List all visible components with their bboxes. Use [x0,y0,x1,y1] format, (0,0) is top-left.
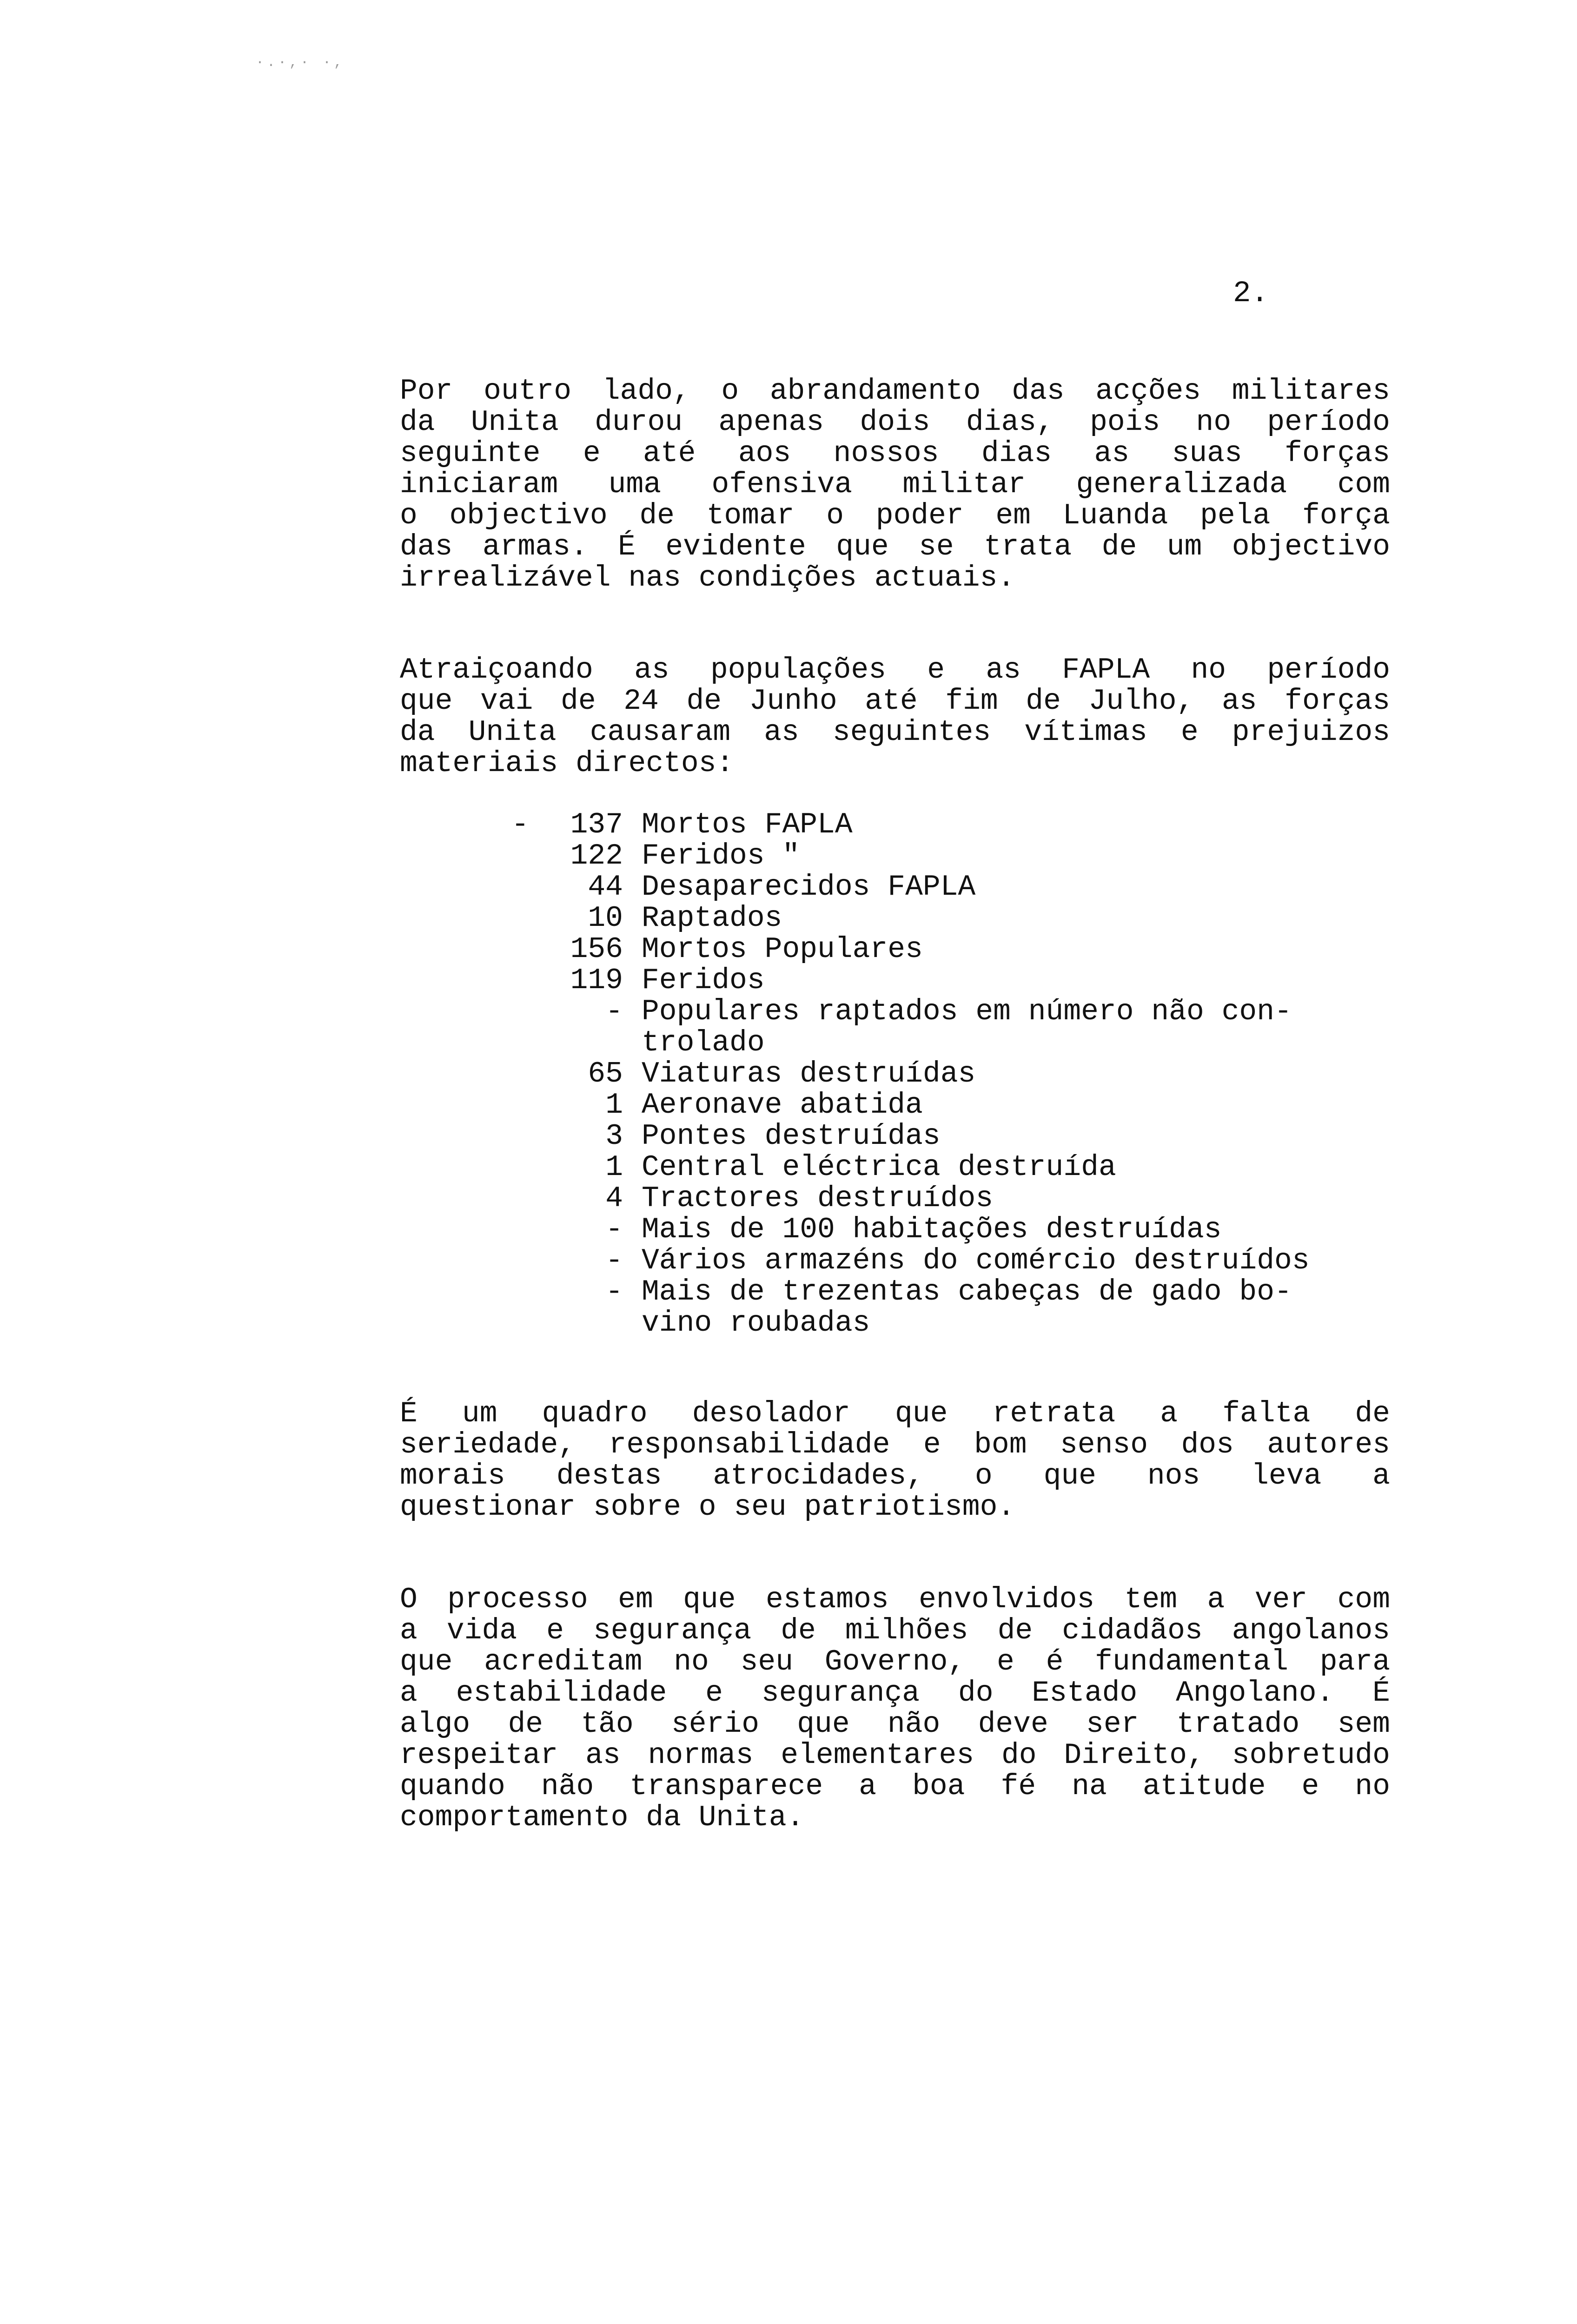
list-dash [511,1089,553,1121]
list-description: Mortos Populares [642,933,923,966]
list-count: 4 [605,1182,623,1215]
list-dash [511,903,553,934]
paragraph-line: da Unita causaram as seguintes vítimas e prejuizos [400,716,1390,749]
list-item [511,1058,1395,1089]
paragraph-line: algo de tão sério que não deve ser tratado sem [400,1708,1390,1741]
list-dash [511,1245,553,1276]
list-dash [511,1307,553,1339]
scan-corner-mark: ·.·,· ·, [256,55,345,71]
list-count: - [605,995,623,1028]
list-dash: - [511,808,529,841]
list-description: vino roubadas [642,1307,870,1340]
list-item [511,1245,1395,1276]
paragraph-line: das armas. É evidente que se trata de um objectivo [400,530,1390,563]
page-number: 2. [1233,277,1269,310]
list-description: Mais de trezentas cabeças de gado bo- [642,1275,1292,1308]
list-dash [511,1276,553,1307]
list-count: 156 [570,933,623,966]
paragraph-line: da Unita durou apenas dois dias, pois no período [400,406,1390,439]
paragraph-line: comportamento da Unita. [400,1801,804,1834]
list-description: Feridos [642,964,765,997]
list-description: Viaturas destruídas [642,1057,976,1090]
list-dash [511,1121,553,1152]
list-item-continuation [511,1027,1395,1058]
paragraph-line: a vida e segurança de milhões de cidadãos angolanos [400,1614,1390,1647]
list-description: Pontes destruídas [642,1120,941,1153]
paragraph-line: quando não transparece a boa fé na atitude e no [400,1770,1390,1803]
list-item [511,1089,1395,1121]
list-count [553,1307,642,1339]
paragraph-line: respeitar as normas elementares do Direito, sobretudo [400,1739,1390,1772]
list-dash [511,872,553,903]
paragraph-line: materiais directos: [400,747,734,780]
paragraph-military-actions [400,376,1390,594]
list-dash [511,1058,553,1089]
list-description: Raptados [642,902,782,935]
list-count: 65 [588,1057,623,1090]
list-item [511,965,1395,996]
list-dash [511,1183,553,1214]
paragraph-process [400,1584,1390,1833]
list-description: Vários armazéns do comércio destruídos [642,1244,1310,1277]
list-description: Mais de 100 habitações destruídas [642,1213,1222,1246]
paragraph-line: o objectivo de tomar o poder em Luanda pela força [400,499,1390,532]
list-count: 119 [570,964,623,997]
list-description: Mortos FAPLA [642,808,853,841]
paragraph-line: morais destas atrocidades, o que nos leva a [400,1459,1390,1492]
list-dash [511,1152,553,1183]
paragraph-line: Atraiçoando as populações e as FAPLA no período [400,654,1390,687]
list-count: 44 [588,871,623,904]
paragraph-line: seriedade, responsabilidade e bom senso dos autores [400,1428,1390,1461]
paragraph-desolate-picture [400,1398,1390,1523]
list-count: - [605,1275,623,1308]
list-count: - [605,1213,623,1246]
paragraph-line: que vai de 24 de Junho até fim de Julho, as forças [400,685,1390,718]
list-dash [511,840,553,872]
list-item [511,1276,1395,1307]
list-dash [511,1214,553,1245]
list-description: trolado [642,1026,765,1059]
list-count: 10 [588,902,623,935]
paragraph-line: É um quadro desolador que retrata a falta de [400,1397,1390,1430]
list-item [511,809,1395,840]
paragraph-casualties-intro [400,654,1390,779]
list-item [511,1121,1395,1152]
list-count: 1 [605,1151,623,1184]
losses-list [511,809,1395,1339]
paragraph-line: que acreditam no seu Governo, e é fundamental para [400,1645,1390,1678]
list-item [511,872,1395,903]
paragraph-line: O processo em que estamos envolvidos tem a ver com [400,1583,1390,1616]
list-count: - [605,1244,623,1277]
list-description: Aeronave abatida [642,1089,923,1122]
list-dash [511,934,553,965]
list-item [511,1214,1395,1245]
list-item [511,996,1395,1027]
paragraph-line: a estabilidade e segurança do Estado Angolano. É [400,1677,1390,1710]
list-count: 3 [605,1120,623,1153]
list-dash [511,996,553,1027]
list-item-continuation [511,1307,1395,1339]
list-count: 1 [605,1089,623,1122]
list-item [511,934,1395,965]
paragraph-line: iniciaram uma ofensiva militar generalizada com [400,468,1390,501]
paragraph-line: seguinte e até aos nossos dias as suas forças [400,437,1390,470]
list-dash [511,965,553,996]
paragraph-line: Por outro lado, o abrandamento das acções militares [400,375,1390,408]
paragraph-line: irrealizável nas condições actuais. [400,561,1015,594]
list-item [511,1183,1395,1214]
list-item [511,840,1395,872]
list-description: Feridos " [642,839,800,872]
list-count [553,1027,642,1058]
list-description: Desaparecidos FAPLA [642,871,976,904]
list-dash [511,1027,553,1058]
list-item [511,903,1395,934]
paragraph-line: questionar sobre o seu patriotismo. [400,1491,1015,1524]
list-description: Tractores destruídos [642,1182,994,1215]
list-description: Populares raptados em número não con- [642,995,1292,1028]
list-count: 122 [570,839,623,872]
list-count: 137 [570,808,623,841]
list-description: Central eléctrica destruída [642,1151,1116,1184]
list-item [511,1152,1395,1183]
